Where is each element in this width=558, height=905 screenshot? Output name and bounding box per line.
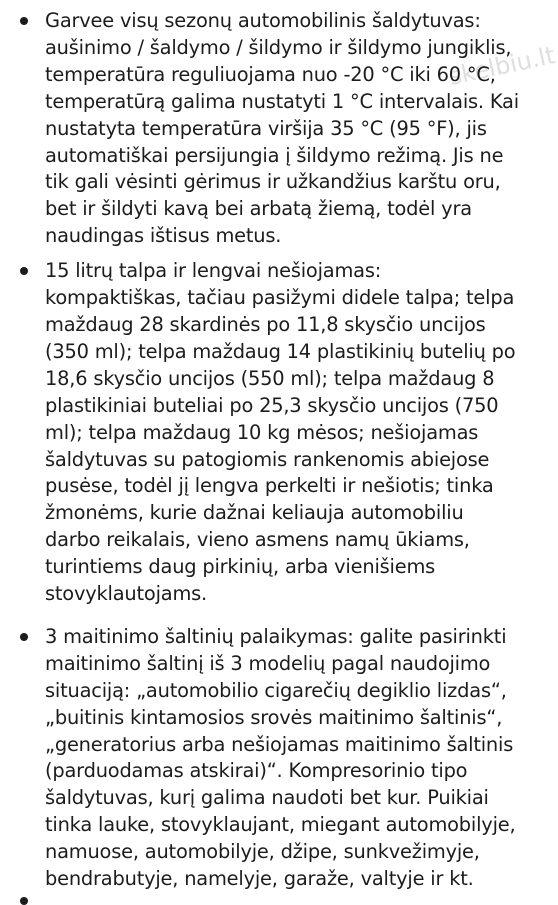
list-item (0, 624, 535, 893)
list-item-text: Garvee visų sezonų automobilinis šaldytuvas: aušinimo / šaldymo / šildymo ir šildymo jungiklis, temperatūra reguliuojama nuo -20 °C iki 60 °C, temperatūrą galima nustatyti 1 °C intervalais. Kai nustatyta temperatūra viršija 35 °C (95 °F), jis automatiškai persijungia į šildymo režimą. Jis ne tik gali vėsinti gėrimus ir užkandžius karštu oru, bet ir šildyti kavą bei arbatą žiemą, todėl yra naudingas ištisus metus. (45, 9, 519, 248)
bullet-dot-icon (20, 633, 28, 641)
watermark: skelbiu.lt (446, 41, 558, 91)
list-item-text: 15 litrų talpa ir lengvai nešiojamas: kompaktiškas, tačiau pasižymi didele talpa; telpa maždaug 28 skardinės po 11,8 skysčio uncijos (350 ml); telpa maždaug 14 plastikinių butelių po 18,6 skysčio uncijos (550 ml); telpa maždaug 8 plastikiniai buteliai po 25,3 skysčio uncijos (750 ml); telpa maždaug 10 kg mėsos; nešiojamas šaldytuvas su patogiomis rankenomis abiejose pusėse, todėl jį lengva perkelti ir nešiotis; tinka žmonėms, kurie dažnai keliauja automobiliu darbo reikalais, vieno asmens namų ūkiams, turintiems daug pirkinių, arba vienišiems stovyklautojams. (45, 259, 516, 606)
list-item (0, 8, 535, 250)
bullet-dot-icon (20, 267, 28, 275)
cropped-bottom-line (0, 893, 535, 900)
cropped-top-line (0, 0, 535, 5)
list-item (0, 258, 535, 608)
feature-list (0, 8, 535, 893)
bullet-dot-icon (20, 897, 28, 905)
list-item-text: 3 maitinimo šaltinių palaikymas: galite pasirinkti maitinimo šaltinį iš 3 modelių pagal naudojimo situaciją: „automobilio cigarečių degiklio lizdas“, „buitinis kintamosios srovės maitinimo šaltinis“, „generatorius arba nešiojamas maitinimo šaltinis (parduodamas atskirai)“. Kompresorinio tipo šaldytuvas, kurį galima naudoti bet kur. Puikiai tinka lauke, stovyklaujant, miegant automobilyje, namuose, automobilyje, džipe, sunkvežimyje, bendrabutyje, namelyje, garaže, valtyje ir kt. (45, 624, 516, 891)
bullet-dot-icon (20, 17, 28, 25)
